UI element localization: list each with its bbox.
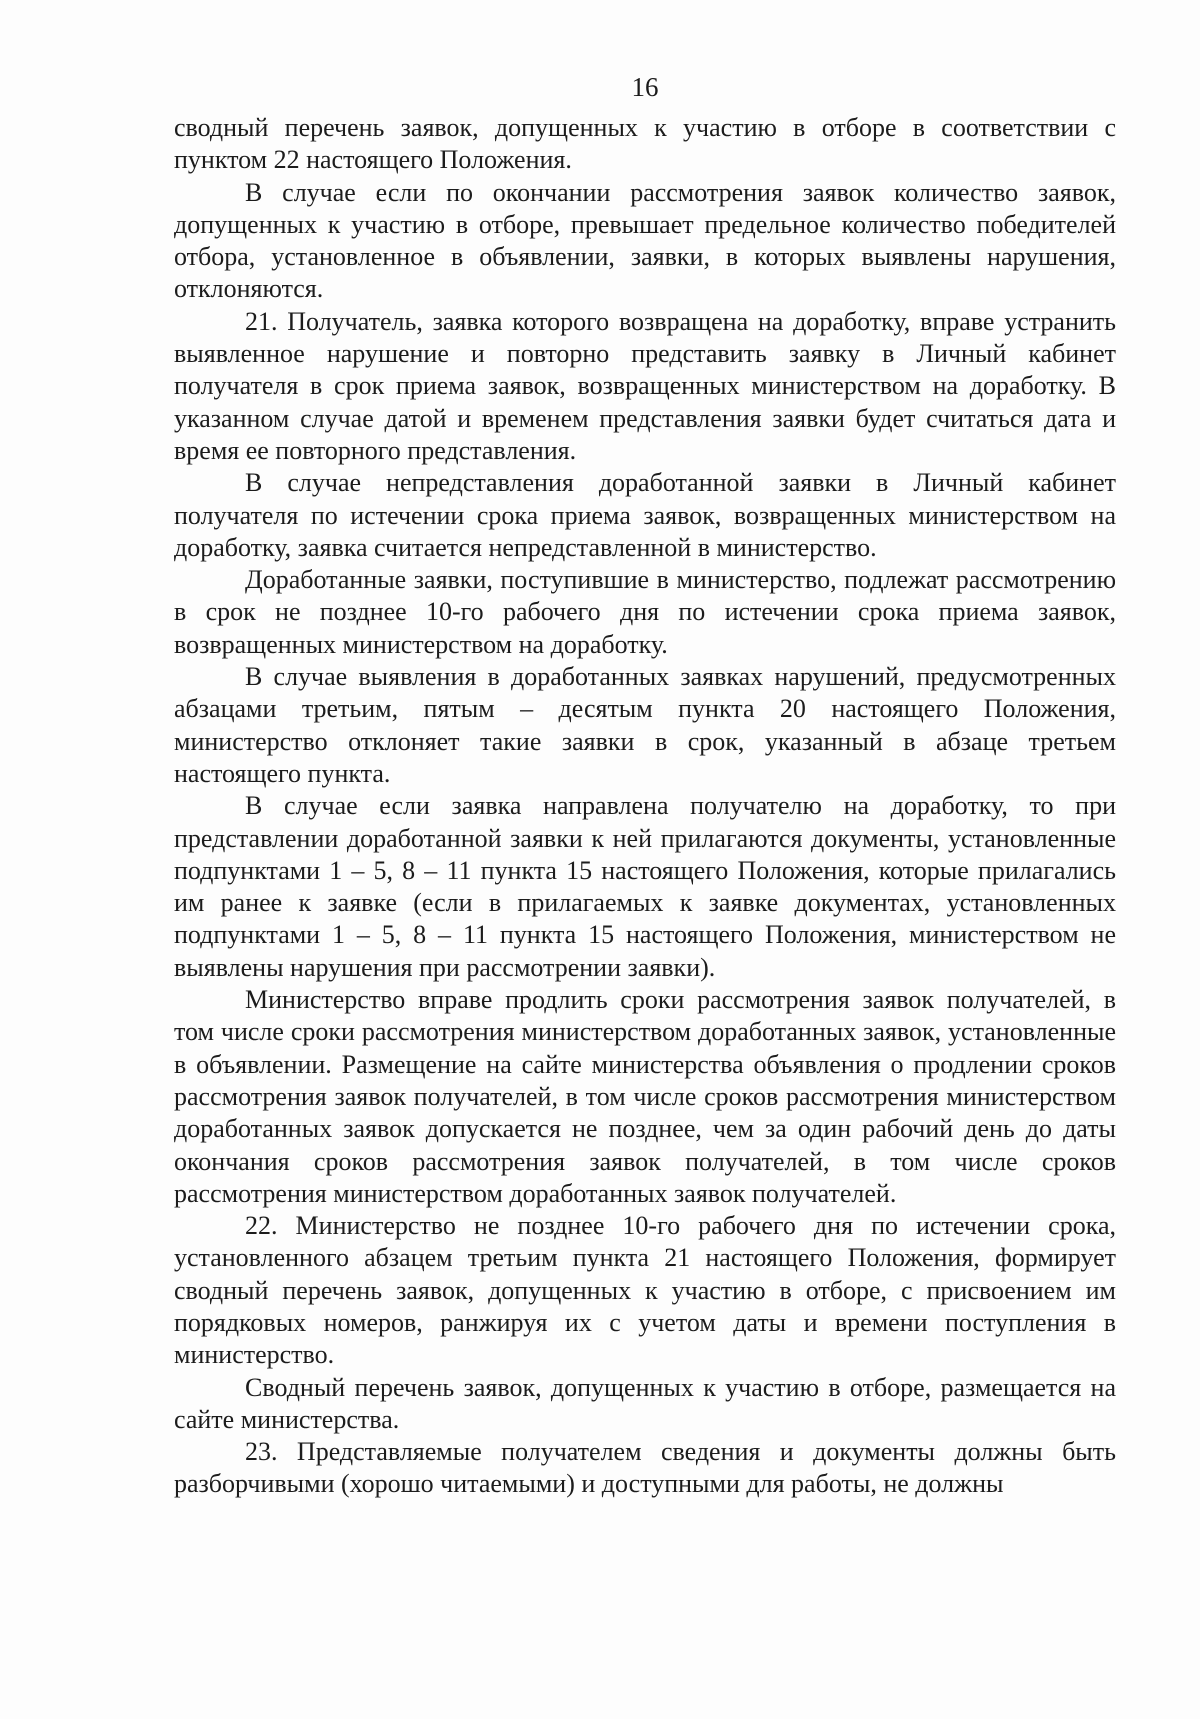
paragraph-clause-21: 21. Получатель, заявка которого возвращена на доработку, вправе устранить выявленное нарушение и повторно представить заявку в Личный кабинет получателя в срок приема заявок, возвращенных министерством на доработку. В указанном случае датой и временем представления заявки будет считаться дата и время ее повторного представления. — [174, 306, 1116, 465]
paragraph: В случае выявления в доработанных заявках нарушений, предусмотренных абзацами третьим, пятым – десятым пункта 20 настоящего Положения, министерство отклоняет такие заявки в срок, указанный в абзаце третьем настоящего пункта. — [174, 662, 1116, 788]
paragraph: Сводный перечень заявок, допущенных к участию в отборе, размещается на сайте министерства. — [174, 1372, 1116, 1434]
page-number: 16 — [631, 72, 659, 102]
paragraph-continuation: сводный перечень заявок, допущенных к участию в отборе в соответствии с пунктом 22 настоящего Положения. — [174, 113, 1116, 175]
paragraph: В случае если по окончании рассмотрения заявок количество заявок, допущенных к участию в отборе, превышает предельное количество победителей отбора, установленное в объявлении, заявки, в которых выявлены нарушения, отклоняются. — [174, 177, 1116, 304]
document-body — [174, 112, 1116, 1501]
paragraph: Доработанные заявки, поступившие в министерство, подлежат рассмотрению в срок не позднее 10-го рабочего дня по истечении срока приема заявок, возвращенных министерством на доработку. — [174, 565, 1116, 659]
paragraph: Министерство вправе продлить сроки рассмотрения заявок получателей, в том числе сроки рассмотрения министерством доработанных заявок, установленные в объявлении. Размещение на сайте министерства объявления о продлении сроков рассмотрения заявок получателей, в том числе сроков рассмотрения министерством доработанных заявок допускается не позднее, чем за один рабочий день до даты окончания сроков рассмотрения заявок получателей, в том числе сроков рассмотрения министерством доработанных заявок получателей. — [174, 985, 1116, 1208]
paragraph-clause-23: 23. Представляемые получателем сведения и документы должны быть разборчивыми (хорошо читаемыми) и доступными для работы, не должны — [174, 1437, 1116, 1499]
paragraph-clause-22: 22. Министерство не позднее 10-го рабочего дня по истечении срока, установленного абзацем третьим пункта 21 настоящего Положения, формирует сводный перечень заявок, допущенных к участию в отборе, с присвоением им порядковых номеров, ранжируя их с учетом даты и времени поступления в министерство. — [174, 1211, 1116, 1370]
paragraph: В случае непредставления доработанной заявки в Личный кабинет получателя по истечении срока приема заявок, возвращенных министерством на доработку, заявка считается непредставленной в министерство. — [174, 468, 1116, 562]
paragraph: В случае если заявка направлена получателю на доработку, то при представлении доработанной заявки к ней прилагаются документы, установленные подпунктами 1 – 5, 8 – 11 пункта 15 настоящего Положения, которые прилагались им ранее к заявке (если в прилагаемых к заявке документах, установленных подпунктами 1 – 5, 8 – 11 пункта 15 настоящего Положения, министерством не выявлены нарушения при рассмотрении заявки). — [174, 791, 1116, 982]
